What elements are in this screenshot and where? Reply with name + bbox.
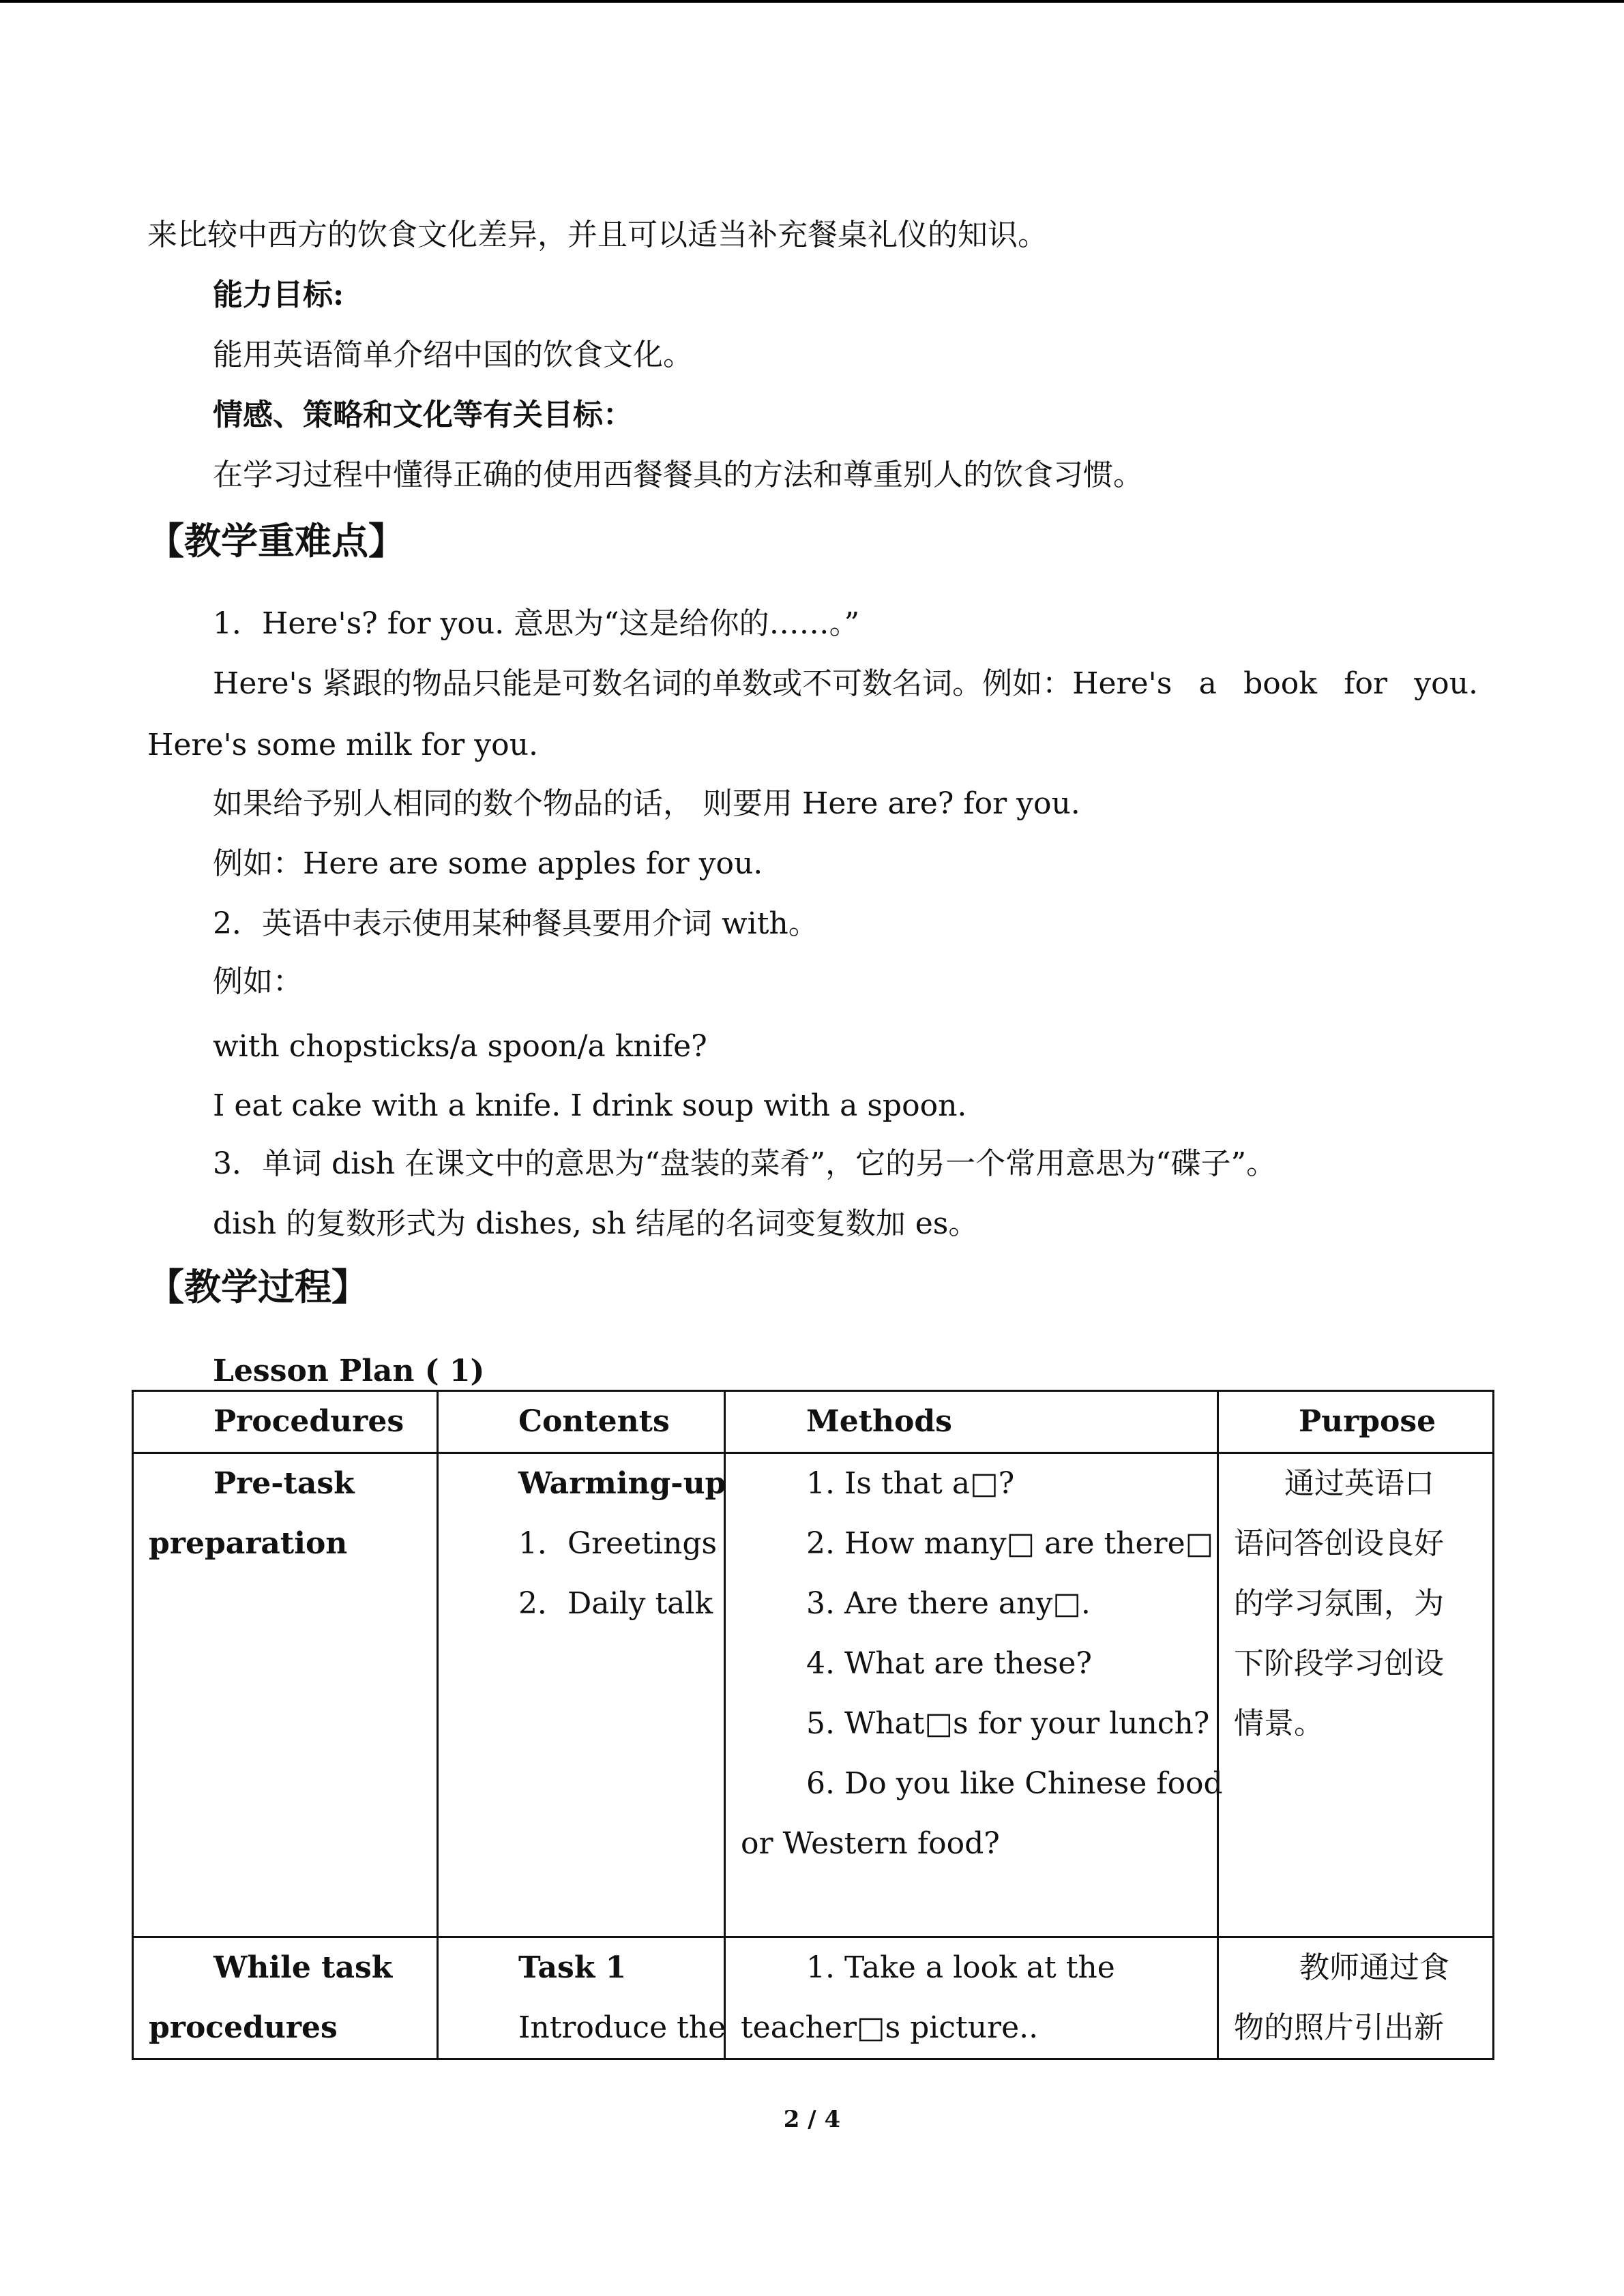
method-word: 1. Take bbox=[806, 1950, 916, 1985]
key-point-2-cont: Here's some milk for you. bbox=[147, 728, 538, 762]
method-word: the bbox=[1065, 1950, 1115, 1985]
method-item bbox=[726, 1938, 1217, 1998]
purpose-line: 通过英语口 bbox=[1284, 1466, 1434, 1501]
contents-item: 1．Greetings bbox=[518, 1526, 718, 1561]
key-point-2-word: book bbox=[1243, 666, 1317, 701]
header-contents: Contents bbox=[518, 1404, 670, 1439]
purpose-line: 的学习氛围，为 bbox=[1234, 1586, 1444, 1621]
contents-item: 2．Daily talk bbox=[518, 1586, 713, 1621]
procedure-line: Pre-task bbox=[213, 1466, 355, 1501]
key-point-4: 例如：Here are some apples for you. bbox=[213, 846, 763, 881]
procedure-word: While bbox=[213, 1950, 311, 1985]
method-item: 5. What□s for your lunch? bbox=[806, 1706, 1210, 1741]
contents-word: the bbox=[677, 2010, 726, 2045]
key-point-2-word: for bbox=[1344, 666, 1388, 701]
key-point-3: 如果给予别人相同的数个物品的话， 则要用 Here are? for you. bbox=[213, 786, 1080, 821]
contents-title: Task 1 bbox=[518, 1950, 627, 1985]
method-item: 1. Is that a□? bbox=[806, 1466, 1015, 1501]
table-row bbox=[133, 1937, 1494, 2059]
purpose-line: 物的照片引出新 bbox=[1234, 2010, 1444, 2045]
contents-word: Introduce bbox=[518, 2010, 668, 2045]
lesson-title: Lesson Plan ( 1) bbox=[213, 1354, 485, 1388]
method-word: at bbox=[1026, 1950, 1057, 1985]
top-border bbox=[0, 0, 1624, 3]
purpose-line: 情景。 bbox=[1234, 1706, 1324, 1741]
header-procedures: Procedures bbox=[213, 1404, 404, 1439]
emotion-text: 在学习过程中懂得正确的使用西餐餐具的方法和尊重别人的饮食习惯。 bbox=[213, 458, 1143, 492]
procedure-line: preparation bbox=[149, 1526, 348, 1561]
procedure-word: task bbox=[321, 1950, 393, 1985]
key-point-1: 1．Here's? for you. 意思为“这是给你的……。” bbox=[213, 606, 860, 641]
key-point-9: 3．单词 dish 在课文中的意思为“盘装的菜肴”，它的另一个常用意思为“碟子”。 bbox=[213, 1146, 1277, 1181]
emotion-heading: 情感、策略和文化等有关目标： bbox=[213, 398, 633, 432]
method-word: look bbox=[953, 1950, 1017, 1985]
purpose-line: 教师通过食 bbox=[1299, 1950, 1449, 1985]
key-point-6: 例如： bbox=[213, 964, 303, 999]
contents-title: Warming-up bbox=[518, 1466, 726, 1501]
method-item: or Western food? bbox=[741, 1826, 1000, 1861]
method-word: a bbox=[925, 1950, 944, 1985]
method-item: 6. Do you like Chinese food bbox=[806, 1766, 1223, 1801]
method-item: 3. Are there any□. bbox=[806, 1586, 1091, 1621]
key-points-heading: 【教学重难点】 bbox=[147, 519, 405, 563]
method-item: 4. What are these? bbox=[806, 1646, 1092, 1681]
table-row bbox=[133, 1453, 1494, 1937]
procedure-line bbox=[134, 1938, 437, 1998]
purpose-line: 语问答创设良好 bbox=[1234, 1526, 1444, 1561]
ability-text: 能用英语简单介绍中国的饮食文化。 bbox=[213, 338, 693, 372]
lesson-plan-table bbox=[132, 1390, 1494, 2060]
process-heading: 【教学过程】 bbox=[147, 1265, 368, 1309]
method-item: teacher□s picture.. bbox=[741, 2010, 1039, 2045]
key-point-10: dish 的复数形式为 dishes, sh 结尾的名词变复数加 es。 bbox=[213, 1206, 979, 1241]
purpose-line: 下阶段学习创设 bbox=[1234, 1646, 1444, 1681]
intro-line: 来比较中西方的饮食文化差异，并且可以适当补充餐桌礼仪的知识。 bbox=[147, 218, 1048, 252]
header-purpose: Purpose bbox=[1299, 1404, 1436, 1439]
header-methods: Methods bbox=[806, 1404, 952, 1439]
procedure-line: procedures bbox=[149, 2010, 338, 2045]
contents-item bbox=[439, 1998, 724, 2058]
key-point-2 bbox=[213, 664, 1478, 704]
table-header-row bbox=[133, 1391, 1494, 1453]
method-item: 2. How many□ are there□ bbox=[806, 1526, 1214, 1561]
key-point-7: with chopsticks/a spoon/a knife? bbox=[213, 1029, 707, 1064]
key-point-2-word: Here's 紧跟的物品只能是可数名词的单数或不可数名词。例如：Here's bbox=[213, 666, 1172, 701]
key-point-2-word: you. bbox=[1414, 666, 1478, 701]
key-point-5: 2．英语中表示使用某种餐具要用介词 with。 bbox=[213, 906, 818, 941]
ability-heading: 能力目标: bbox=[213, 278, 344, 312]
key-point-2-word: a bbox=[1198, 666, 1217, 701]
page-number: 2 / 4 bbox=[783, 2106, 841, 2133]
key-point-8: I eat cake with a knife. I drink soup with a spoon. bbox=[213, 1088, 967, 1123]
